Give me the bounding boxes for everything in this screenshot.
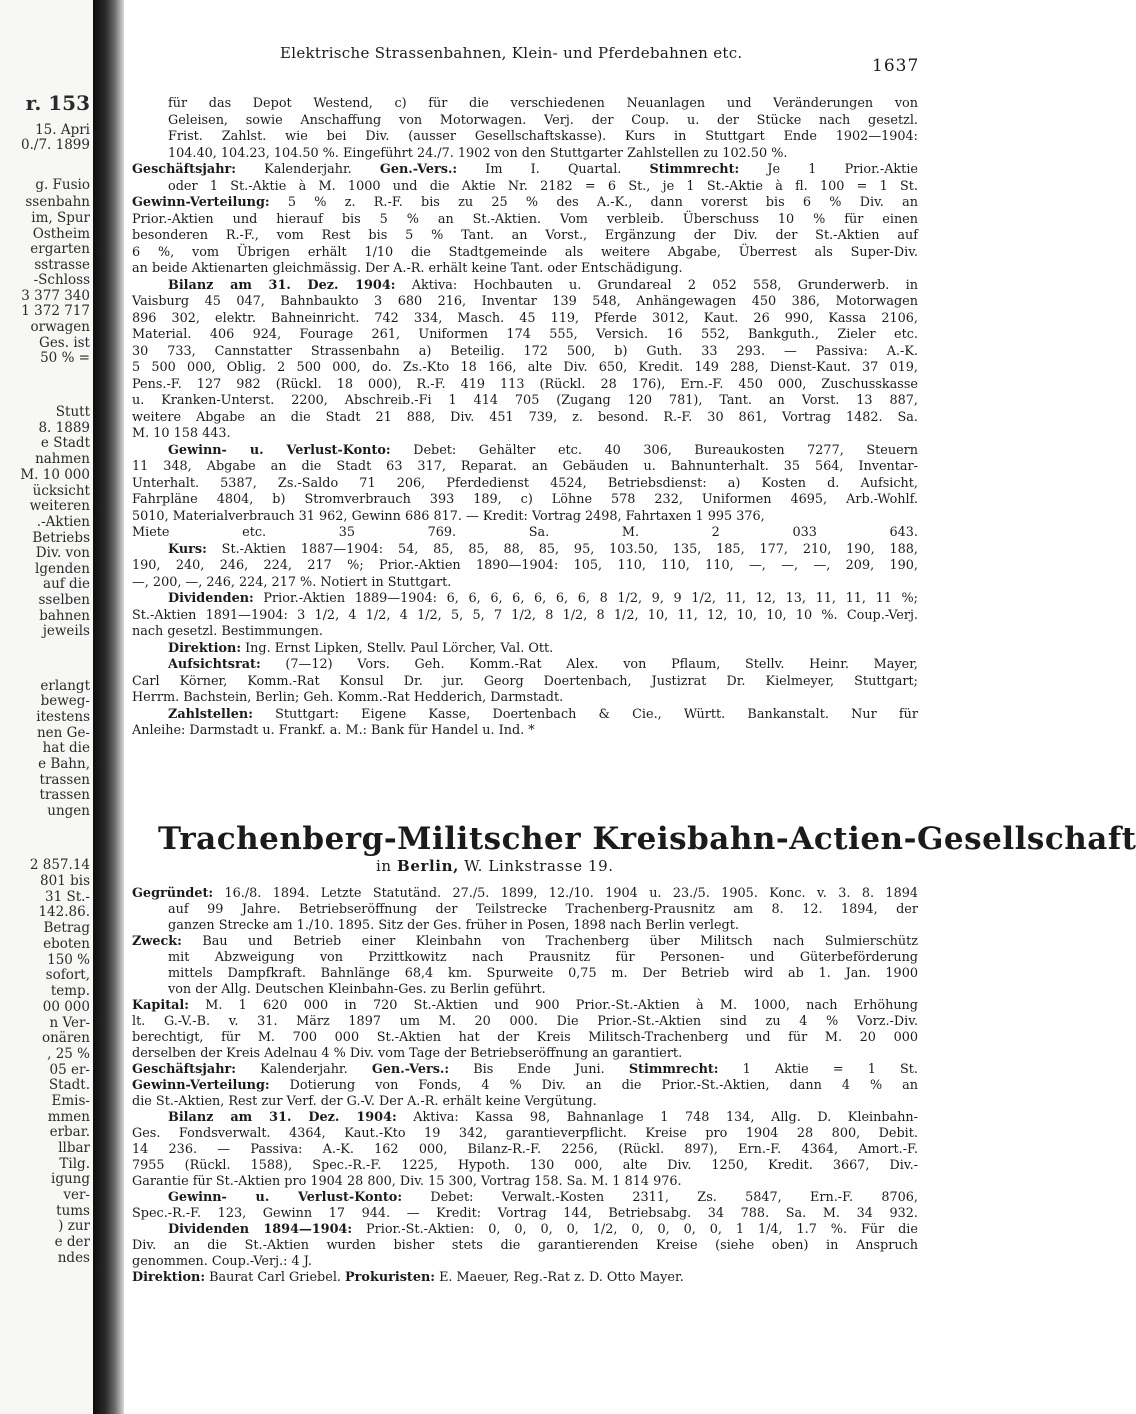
left-page-fragment: llbar <box>58 1140 90 1156</box>
left-page-fragment: 0./7. 1899 <box>21 137 90 153</box>
left-page-fragment: sofort, <box>45 967 90 983</box>
text-line: für das Depot Westend, c) für die verschiedenen Neuanlagen und Veränderungen von <box>168 96 918 111</box>
text-line: Gegründet: 16./8. 1894. Letzte Statutänd. 27./5. 1899, 12./10. 1904 u. 23./5. 1905. Konc. v. 3. 8. 1894 <box>132 886 918 901</box>
text-line: Anleihe: Darmstadt u. Frankf. a. M.: Bank für Handel u. Ind. * <box>132 723 535 738</box>
text-line: Material. 406 924, Fourage 261, Uniformen 174 555, Versich. 16 552, Bankguth., Zieler etc. <box>132 327 918 342</box>
left-page-fragment: g. Fusio <box>35 177 90 193</box>
left-page-fragment: Betrag <box>43 920 90 936</box>
text-line: Bilanz am 31. Dez. 1904: Aktiva: Kassa 98, Bahnanlage 1 748 134, Allg. D. Kleinbahn- <box>168 1110 918 1125</box>
left-page-fragment: 2 857.14 <box>29 857 90 873</box>
left-page-fragment: 31 St.- <box>45 889 90 905</box>
text-line: an beide Aktienarten gleichmässig. Der A.-R. erhält keine Tant. oder Entschädigung. <box>132 261 683 276</box>
text-line: 5 500 000, Oblig. 2 500 000, do. Zs.-Kto 18 166, alte Div. 650, Kredit. 149 288, Dienst-Kaut. 37 019, <box>132 360 918 375</box>
section-sub-prefix: in <box>376 857 392 875</box>
text-line: ganzen Strecke am 1./10. 1895. Sitz der Ges. früher in Posen, 1898 nach Berlin verlegt. <box>168 918 739 933</box>
left-page-fragment: 05 er- <box>49 1062 90 1078</box>
text-line: mit Abzweigung von Przittkowitz nach Prausnitz für Personen- und Güterbeförderung <box>168 950 918 965</box>
text-line: 104.40, 104.23, 104.50 %. Eingeführt 24./7. 1902 von den Stuttgarter Zahlstellen zu 102.50 %. <box>168 145 788 161</box>
left-page-fragment: orwagen <box>30 319 90 335</box>
left-page-fragment: lgenden <box>35 561 90 577</box>
text-line: mittels Dampfkraft. Bahnlänge 68,4 km. Spurweite 0,75 m. Der Betrieb wird ab 1. Jan. 1900 <box>168 966 918 981</box>
text-line: Geschäftsjahr: Kalenderjahr. Gen.-Vers.: Bis Ende Juni. Stimmrecht: 1 Aktie = 1 St. <box>132 1062 918 1077</box>
left-page-fragment: jeweils <box>42 623 90 639</box>
left-page-fragment: e Bahn, <box>38 756 90 772</box>
text-line: Dividenden: Prior.-Aktien 1889—1904: 6, 6, 6, 6, 6, 6, 6, 8 1/2, 9, 9 1/2, 11, 12, 13, 11, 11, 11 %; <box>168 591 918 606</box>
text-line: genommen. Coup.-Verj.: 4 J. <box>132 1254 312 1269</box>
left-page-fragment: Emis- <box>51 1093 90 1109</box>
text-line: 7955 (Rückl. 1588), Spec.-R.-F. 1225, Hypoth. 130 000, alte Div. 1250, Kredit. 3667, Div.- <box>132 1158 918 1173</box>
left-page-fragment: 8. 1889 <box>38 420 90 436</box>
text-line: weitere Abgabe an die Stadt 21 888, Div. 451 739, z. besond. R.-F. 30 861, Vortrag 1482. Sa. <box>132 409 918 425</box>
text-line: Geleisen, sowie Anschaffung von Motorwagen. Verj. der Coup. u. der Stücke nach gesetzl. <box>168 112 918 128</box>
text-line: Spec.-R.-F. 123, Gewinn 17 944. — Kredit: Vortrag 144, Betriebsabg. 34 788. Sa. M. 34 932. <box>132 1206 918 1221</box>
left-page-fragment: Div. von <box>35 545 90 561</box>
text-line: Direktion: Ing. Ernst Lipken, Stellv. Paul Lörcher, Val. Ott. <box>168 640 554 656</box>
text-line: Gewinn- u. Verlust-Konto: Debet: Gehälter etc. 40 306, Bureaukosten 7277, Steuern <box>168 442 918 458</box>
left-page-fragment: 1 372 717 <box>21 303 90 319</box>
page-number: 1637 <box>872 56 920 76</box>
left-page-fragment: Betriebs <box>32 530 90 546</box>
text-line: Div. an die St.-Aktien wurden bisher stets die garantierenden Kreise (siehe oben) in Anspruch <box>132 1238 918 1253</box>
text-line: die St.-Aktien, Rest zur Verf. der G.-V. Der A.-R. erhält keine Vergütung. <box>132 1094 597 1109</box>
left-page-fragment: ssenbahn <box>25 194 90 210</box>
text-line: derselben der Kreis Adelnau 4 % Div. vom Tage der Betriebseröffnung an garantiert. <box>132 1046 683 1061</box>
text-line: nach gesetzl. Bestimmungen. <box>132 624 323 639</box>
left-page-fragment: beweg- <box>40 693 90 709</box>
left-facing-page <box>0 0 93 1414</box>
left-page-fragment: itestens <box>36 709 90 725</box>
left-page-fragment: 00 000 <box>42 999 90 1015</box>
text-line: —, 200, —, 246, 224, 217 %. Notiert in Stuttgart. <box>132 574 452 590</box>
running-head: Elektrische Strassenbahnen, Klein- und Pferdebahnen etc. <box>280 44 743 62</box>
left-page-fragment: ver- <box>63 1187 90 1203</box>
left-page-fragment: auf die <box>43 576 90 592</box>
left-page-fragment: , 25 % <box>47 1046 90 1062</box>
section-sub-city: Berlin, <box>397 857 459 875</box>
text-line: Prior.-Aktien und hierauf bis 5 % an St.-Aktien. Vom verbleib. Überschuss 10 % für einen <box>132 211 918 227</box>
left-page-fragment: ) zur <box>58 1218 90 1234</box>
left-page-fragment: mmen <box>47 1109 90 1125</box>
left-page-fragment: trassen <box>39 787 90 803</box>
text-line: 5010, Materialverbrauch 31 962, Gewinn 686 817. — Kredit: Vortrag 2498, Fahrtaxen 1 995 376, <box>132 508 765 524</box>
text-line: Vaisburg 45 047, Bahnbaukto 3 680 216, Inventar 139 548, Anhängewagen 450 386, Motorwagen <box>132 294 918 309</box>
text-line: u. Kranken-Unterst. 2200, Abschreib.-Fi 1 414 705 (Zugang 120 781), Tant. an Vorst. 13 887, <box>132 393 918 408</box>
text-line: Ges. Fondsverwalt. 4364, Kaut.-Kto 19 342, garantieverpflicht. Kreise pro 1904 28 800, Debit. <box>132 1126 918 1141</box>
left-page-fragment: 3 377 340 <box>21 288 90 304</box>
left-page-fragment: Stutt <box>55 404 90 420</box>
left-page-fragment: onären <box>41 1030 90 1046</box>
left-page-fragment: weiteren <box>29 498 90 514</box>
text-line: 30 733, Cannstatter Strassenbahn a) Beteilig. 172 500, b) Guth. 33 293. — Passiva: A.-K. <box>132 343 918 359</box>
left-page-fragment: nahmen <box>35 451 90 467</box>
section-subtitle <box>376 857 614 875</box>
left-page-fragment: temp. <box>50 983 90 999</box>
left-page-fragment: eboten <box>43 936 90 952</box>
text-line: Miete etc. 35 769. Sa. M. 2 033 643. <box>132 525 918 540</box>
left-page-fragment: nen Ge- <box>36 725 90 741</box>
left-page-fragment: Ostheim <box>32 226 90 242</box>
left-page-fragment: .-Aktien <box>36 514 90 530</box>
text-line: Herrm. Bachstein, Berlin; Geh. Komm.-Rat Hedderich, Darmstadt. <box>132 690 564 705</box>
text-line: M. 10 158 443. <box>132 426 231 441</box>
text-line: auf 99 Jahre. Betriebseröffnung der Teilstrecke Trachenberg-Prausnitz am 8. 12. 1894, der <box>168 902 918 917</box>
left-page-fragment: ndes <box>57 1250 90 1266</box>
left-page-fragment: -Schloss <box>33 272 90 288</box>
left-page-fragment: e der <box>54 1234 90 1250</box>
text-line: Gewinn-Verteilung: 5 % z. R.-F. bis zu 25 % des A.-K., dann vorerst bis 6 % Div. an <box>132 195 918 210</box>
left-page-fragment: im, Spur <box>31 210 90 226</box>
text-line: Pens.-F. 127 982 (Rückl. 18 000), R.-F. 419 113 (Rückl. 28 176), Ern.-F. 450 000, Zuschusskasse <box>132 376 918 392</box>
text-line: Geschäftsjahr: Kalenderjahr. Gen.-Vers.: Im I. Quartal. Stimmrecht: Je 1 Prior.-Aktie <box>132 162 918 177</box>
left-page-fragment: erbar. <box>49 1124 90 1140</box>
left-page-fragment: trassen <box>39 772 90 788</box>
text-line: Kapital: M. 1 620 000 in 720 St.-Aktien und 900 Prior.-St.-Aktien à M. 1000, nach Erhöhung <box>132 998 918 1013</box>
text-line: Zahlstellen: Stuttgart: Eigene Kasse, Doertenbach & Cie., Württ. Bankanstalt. Nur für <box>168 706 918 722</box>
left-page-fragment: Stadt. <box>48 1077 90 1093</box>
text-line: Carl Körner, Komm.-Rat Konsul Dr. jur. Georg Doertenbach, Justizrat Dr. Kielmeyer, Stuttgart; <box>132 673 918 689</box>
text-line: 190, 240, 246, 224, 217 %; Prior.-Aktien 1890—1904: 105, 110, 110, 110, —, —, —, 209, 190, <box>132 558 918 573</box>
text-line: Aufsichtsrat: (7—12) Vors. Geh. Komm.-Rat Alex. von Pflaum, Stellv. Heinr. Mayer, <box>168 657 918 672</box>
text-line: Bilanz am 31. Dez. 1904: Aktiva: Hochbauten u. Grundareal 2 052 558, Grunderwerb. in <box>168 277 918 293</box>
text-line: Dividenden 1894—1904: Prior.-St.-Aktien: 0, 0, 0, 0, 1/2, 0, 0, 0, 0, 1 1/4, 1.7 %. Für die <box>168 1222 918 1237</box>
text-line: 6 %, vom Übrigen erhält 1/10 die Stadtgemeinde als weitere Abgabe, Überrest als Super-Div. <box>132 244 918 260</box>
section-sub-address: W. Linkstrasse 19. <box>464 857 614 875</box>
left-page-fragment: sselben <box>38 592 90 608</box>
left-page-fragment: Ges. ist <box>39 335 90 351</box>
text-line: Frist. Zahlst. wie bei Div. (ausser Gesellschaftskasse). Kurs in Stuttgart Ende 1902—1904: <box>168 129 918 144</box>
left-page-fragment: e Stadt <box>40 435 90 451</box>
left-page-fragment: ergarten <box>30 241 90 257</box>
text-line: lt. G.-V.-B. v. 31. März 1897 um M. 20 000. Die Prior.-St.-Aktien sind zu 4 % Vorz.-Div. <box>132 1014 918 1029</box>
text-line: Fahrpläne 4804, b) Stromverbrauch 393 189, c) Löhne 578 232, Uniformen 4695, Arb.-Wohlf. <box>132 492 918 507</box>
left-page-fragment: igung <box>51 1171 90 1187</box>
left-page-fragment: ungen <box>47 803 90 819</box>
left-page-fragment: M. 10 000 <box>20 467 90 483</box>
text-line: Kurs: St.-Aktien 1887—1904: 54, 85, 85, 88, 85, 95, 103.50, 135, 185, 177, 210, 190, 188, <box>168 541 918 557</box>
text-line: Gewinn- u. Verlust-Konto: Debet: Verwalt.-Kosten 2311, Zs. 5847, Ern.-F. 8706, <box>168 1190 918 1205</box>
left-page-fragment: sstrasse <box>34 257 90 273</box>
text-line: Gewinn-Verteilung: Dotierung von Fonds, 4 % Div. an die Prior.-St.-Aktien, dann 4 % an <box>132 1078 918 1093</box>
left-page-fragment: Tilg. <box>59 1156 90 1172</box>
left-page-fragment: ücksicht <box>32 483 90 499</box>
book-gutter <box>93 0 124 1414</box>
left-page-fragment: 50 % = <box>40 350 90 366</box>
text-line: Direktion: Baurat Carl Griebel. Prokuristen: E. Maeuer, Reg.-Rat z. D. Otto Mayer. <box>132 1270 684 1285</box>
text-line: Zweck: Bau und Betrieb einer Kleinbahn von Trachenberg über Militsch nach Sulmierschütz <box>132 934 918 949</box>
left-page-fragment: n Ver- <box>49 1015 90 1031</box>
text-line: 11 348, Abgabe an die Stadt 63 317, Reparat. an Gebäuden u. Bahnunterhalt. 35 564, Inventar- <box>132 459 918 474</box>
left-page-fragment: hat die <box>42 740 90 756</box>
text-line: 896 302, elektr. Bahneinricht. 742 334, Masch. 45 119, Pferde 3012, Kaut. 26 990, Kassa 2106, <box>132 310 918 326</box>
left-page-fragment: 801 bis <box>40 873 90 889</box>
text-line: berechtigt, für M. 700 000 St.-Aktien hat der Kreis Militsch-Trachenberg und für M. 20 000 <box>132 1030 918 1045</box>
left-page-fragment: tums <box>56 1203 90 1219</box>
left-page-fragment: bahnen <box>39 608 90 624</box>
text-line: Garantie für St.-Aktien pro 1904 28 800, Div. 15 300, Vortrag 158. Sa. M. 1 814 976. <box>132 1174 682 1189</box>
left-page-fragment: erlangt <box>40 678 90 694</box>
text-line: oder 1 St.-Aktie à M. 1000 und die Aktie Nr. 2182 = 6 St., je 1 St.-Aktie à fl. 100 = 1 St. <box>168 178 918 194</box>
left-page-fragment: 150 % <box>47 952 90 968</box>
left-page-fragment: 142.86. <box>38 904 90 920</box>
text-line: von der Allg. Deutschen Kleinbahn-Ges. zu Berlin geführt. <box>168 982 546 997</box>
text-line: besonderen R.-F., vom Rest bis 5 % Tant. an Vorst., Ergänzung der Div. der St.-Aktien auf <box>132 228 918 243</box>
left-page-fragment: 15. Apri <box>35 122 90 138</box>
left-page-fragment: r. 153 <box>25 91 90 115</box>
section-title: Trachenberg-Militscher Kreisbahn-Actien-Gesellschaft <box>158 821 1136 857</box>
text-line: Unterhalt. 5387, Zs.-Saldo 71 206, Pferdedienst 4524, Betriebsdienst: a) Kosten d. Aufsicht, <box>132 475 918 491</box>
text-line: St.-Aktien 1891—1904: 3 1/2, 4 1/2, 4 1/2, 5, 5, 7 1/2, 8 1/2, 8 1/2, 10, 11, 12, 10, 10, 10 %. Coup.-Verj. <box>132 607 918 623</box>
text-line: 14 236. — Passiva: A.-K. 162 000, Bilanz-R.-F. 2256, (Rückl. 897), Ern.-F. 4364, Amort.-F. <box>132 1142 918 1157</box>
